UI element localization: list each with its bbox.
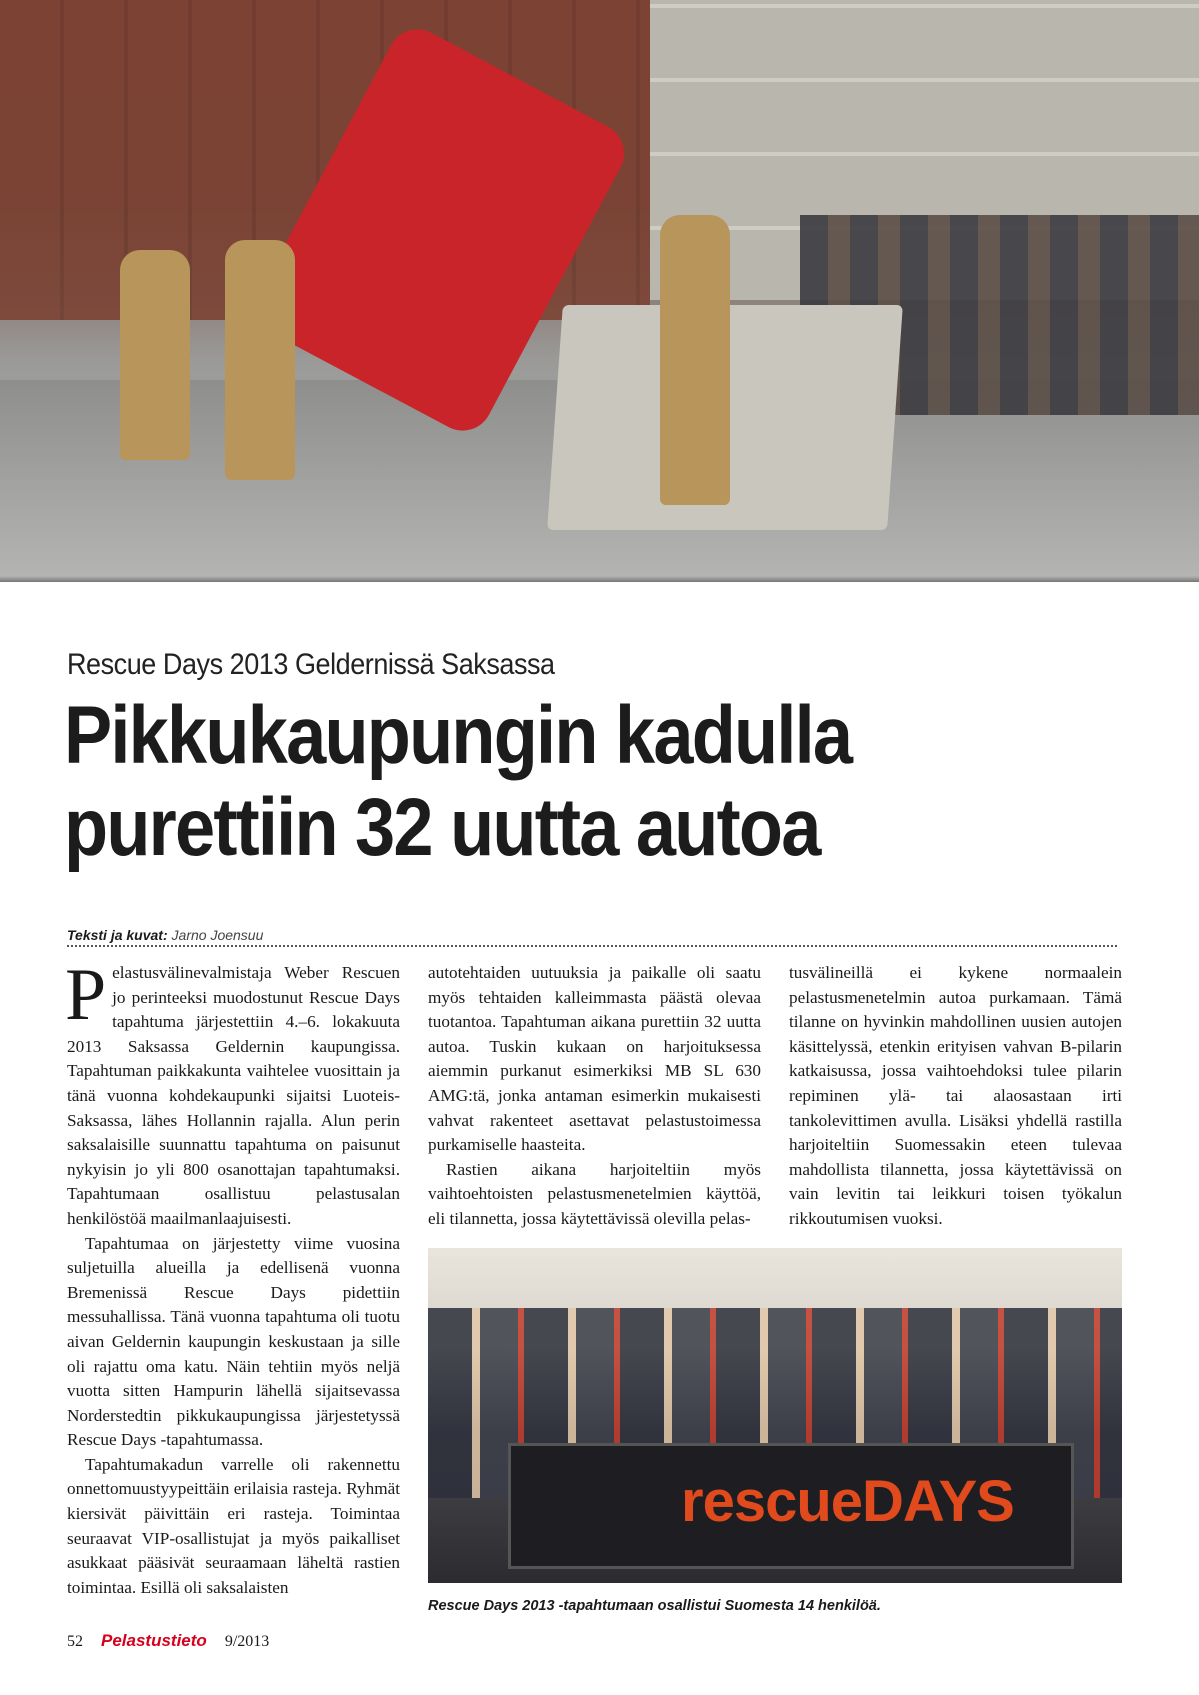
banner-logo-text: rescueDAYS (681, 1469, 1014, 1534)
byline (67, 927, 1117, 947)
firefighter (225, 240, 295, 480)
paragraph: Tapahtumakadun varrelle oli rakennettu onnettomuustyypeittäin erilaisia rasteja. Ryhmät kiersivät päivittäin eri rasteja. Toimintaa seuraavat VIP-osallistujat ja myös paikalliset asukkaat pääsivät seuraamaan läheltä rastien toimintaa. Esillä oli saksalaisten (67, 1454, 400, 1597)
headline-line-2: purettiin 32 uutta autoa (64, 782, 820, 873)
text-column-3 (789, 961, 1122, 1232)
paragraph (65, 954, 400, 1232)
drop-cap: P (65, 954, 107, 1036)
hero-photo (0, 0, 1199, 582)
issue-number: 9/2013 (224, 1633, 270, 1650)
group-photo (428, 1248, 1122, 1583)
event-banner (508, 1443, 1074, 1569)
page-footer (67, 1631, 269, 1651)
paragraph: Rastien aikana harjoiteltiin myös vaihtoehtoisten pelastusmenetelmien käyttöä, eli tilannetta, jossa käytettävissä olevilla pelas- (428, 1159, 761, 1228)
byline-label: Teksti ja kuvat: (67, 927, 168, 943)
photo-caption: Rescue Days 2013 -tapahtumaan osallistui Suomesta 14 henkilöä. (428, 1598, 881, 1614)
article-kicker: Rescue Days 2013 Geldernissä Saksassa (67, 648, 555, 681)
page-number: 52 (67, 1633, 83, 1650)
magazine-name: Pelastustieto (101, 1631, 207, 1650)
byline-author: Jarno Joensuu (171, 927, 264, 943)
photo-edge-shadow (0, 576, 1199, 582)
paragraph-text: elastusvälinevalmistaja Weber Rescuen jo perinteeksi muodostunut Rescue Days tapahtuma järjestettiin 4.–6. lokakuuta 2013 Saksassa Geldernin kaupungissa. Tapahtuman paikkakunta vaihtelee vuosittain ja tänä vuonna kohdekaupunki sijaitsi Luoteis-Saksassa, lähes Hollannin rajalla. Alun perin saksalaisille suunnattu tapahtuma on paisunut nykyisin jo yli 800 osanottajan tapahtumaksi. Tapahtumaan osallistuu pelastusalan henkilöstöä maailmanlaajuisesti. (67, 963, 400, 1228)
headline-line-1: Pikkukaupungin kadulla (64, 690, 852, 781)
paragraph: autotehtaiden uutuuksia ja paikalle oli saatu myös tehtaiden kalleimmasta päästä olevaa tuotantoa. Tapahtuman aikana purettiin 32 uutta autoa. Tuskin kukaan on harjoituksessa aiemmin purkanut esimerkiksi MB SL 630 AMG:tä, jonka antaman esimerkin mukaisesti vahvat rakenteet asettavat pelastustoimessa purkamiselle haasteita. (428, 963, 761, 1155)
firefighter (660, 215, 730, 505)
text-column-1 (65, 954, 400, 1600)
paragraph: tusvälineillä ei kykene normaalein pelastusmenetelmin autoa purkamaan. Tämä tilanne on hyvinkin mahdollinen uusien autojen käsittelyssä, etenkin erityisen vahvan B-pilarin katkaisussa, jossa vaihtoehdoksi tulee pilarin repiminen ylä- tai alaosastaan irti tankolevittimen avulla. Lisäksi yhdellä rastilla harjoiteltiin Suomessakin eteen tulevaa mahdollista tilannetta, jossa käytettävissä on vain levitin tai leikkuri toisen työkalun rikkoutumisen vuoksi. (789, 963, 1122, 1228)
article-headline (64, 690, 1032, 874)
paragraph: Tapahtumaa on järjestetty viime vuosina suljetuilla alueilla ja edellisenä vuonna Bremenissä Rescue Days pidettiin messuhallissa. Tänä vuonna tapahtuma oli tuotu aivan Geldernin kaupungin keskustaan ja sille oli rajattu oma katu. Näin tehtiin myös neljä vuotta sitten Hampurin lähellä sijaitsevassa Norderstedtin pikkukaupungissa järjestetyssä Rescue Days -tapahtumassa. (67, 1233, 400, 1450)
firefighter (120, 250, 190, 460)
text-column-2 (428, 961, 761, 1232)
